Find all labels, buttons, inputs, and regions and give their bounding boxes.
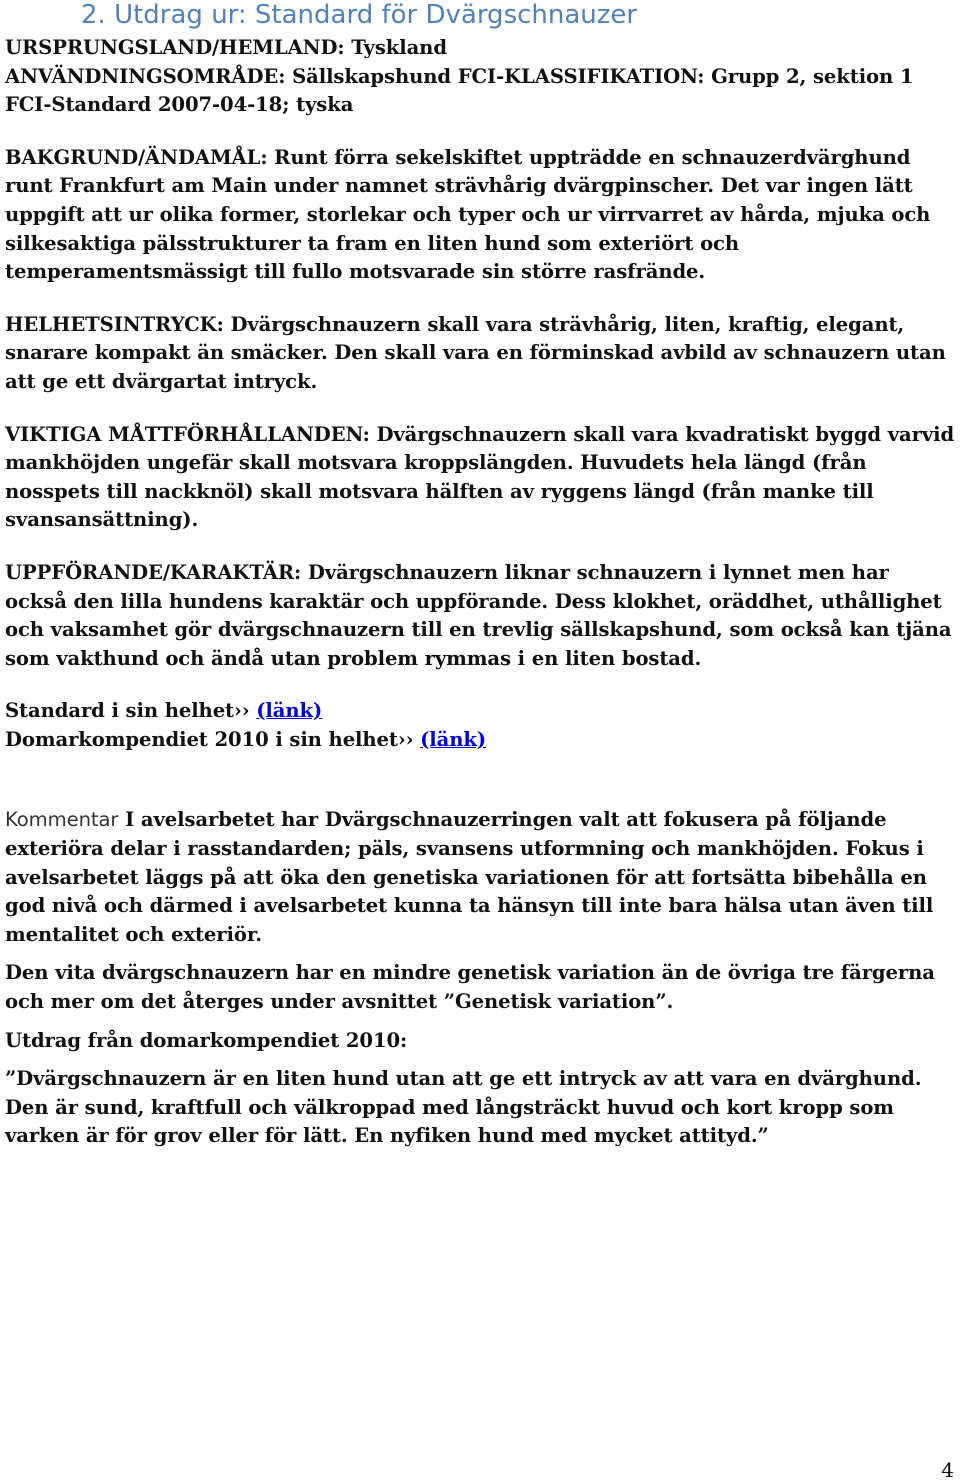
general-appearance-paragraph: HELHETSINTRYCK: Dvärgschnauzern skall vara strävhårig, liten, kraftig, elegant, snarare kompakt än smäcker. Den skall vara en förminskad avbild av schnauzern utan att ge ett dvärgartat intryck. — [5, 312, 946, 393]
excerpt-title: Utdrag från domarkompendiet 2010: — [5, 1028, 408, 1052]
white-variety-paragraph: Den vita dvärgschnauzern har en mindre genetisk variation än de övriga tre färgerna och mer om det återges under avsnittet ”Genetisk variation”. — [5, 961, 935, 1014]
section-heading: 2. Utdrag ur: Standard för Dvärgschnauzer — [81, 0, 638, 30]
excerpt-quote: ”Dvärgschnauzern är en liten hund utan att ge ett intryck av att vara en dvärghund. Den är sund, kraftfull och välkroppad med långsträckt huvud och kort kropp som varken är för grov eller för lätt. En nyfiken hund med mycket attityd.” — [5, 1067, 922, 1148]
proportions-paragraph: VIKTIGA MÅTTFÖRHÅLLANDEN: Dvärgschnauzern skall vara kvadratiskt byggd varvid mankhöjden ungefär skall motsvara kroppslängden. Huvudets hela längd (från nosspets till nackknöl) skall motsvara hälften av ryggens längd (från manke till svansansättning). — [5, 422, 955, 532]
origin-line: URSPRUNGSLAND/HEMLAND: Tyskland — [5, 36, 447, 59]
standard-line: FCI-Standard 2007-04-18; tyska — [5, 93, 354, 117]
background-paragraph: BAKGRUND/ÄNDAMÅL: Runt förra sekelskiftet uppträdde en schnauzerdvärghund runt Frankfurt am Main under namnet strävhårig dvärgpinscher. Det var ingen lätt uppgift att ur olika former, storlekar och typer och ur virrvarret av hårda, mjuka och silkesaktiga pälsstrukturer ta fram en liten hund som exteriört och temperamentsmässigt till fullo motsvarade sin större rasfrände. — [5, 145, 931, 284]
arrow-icon: ›› — [234, 699, 250, 723]
page-number: 4 — [941, 1458, 954, 1482]
compendium-link-line — [5, 726, 955, 755]
standard-link-label: Standard i sin helhet — [5, 699, 235, 723]
document-page — [5, 0, 955, 1151]
arrow-icon: ›› — [397, 727, 414, 751]
comment-label: Kommentar — [5, 808, 119, 832]
comment-text: I avelsarbetet har Dvärgschnauzerringen valt att fokusera på följande exteriöra delar i rasstandarden; päls, svansens utformning och mankhöjden. Fokus i avelsarbetet läggs på att öka den genetiska variationen för att fortsätta bibehålla en god nivå och därmed i avelsarbetet kunna ta hänsyn till inte bara hälsa utan även till mentalitet och exteriör. — [5, 808, 934, 946]
compendium-link-label: Domarkompendiet 2010 i sin helhet — [5, 727, 398, 751]
standard-link-line — [5, 697, 955, 726]
temperament-paragraph: UPPFÖRANDE/KARAKTÄR: Dvärgschnauzern liknar schnauzern i lynnet men har också den lilla hundens karaktär och uppförande. Dess klokhet, oräddhet, uthållighet och vaksamhet gör dvärgschnauzern till en trevlig sällskapshund, som också kan tjäna som vakthund och ändå utan problem rymmas i en liten bostad. — [5, 560, 952, 670]
comment-paragraph — [5, 806, 955, 949]
usage-line: ANVÄNDNINGSOMRÅDE: Sällskapshund FCI-KLASSIFIKATION: Grupp 2, sektion 1 — [5, 64, 914, 88]
compendium-link[interactable]: (länk) — [420, 727, 486, 751]
standard-link[interactable]: (länk) — [256, 699, 323, 723]
